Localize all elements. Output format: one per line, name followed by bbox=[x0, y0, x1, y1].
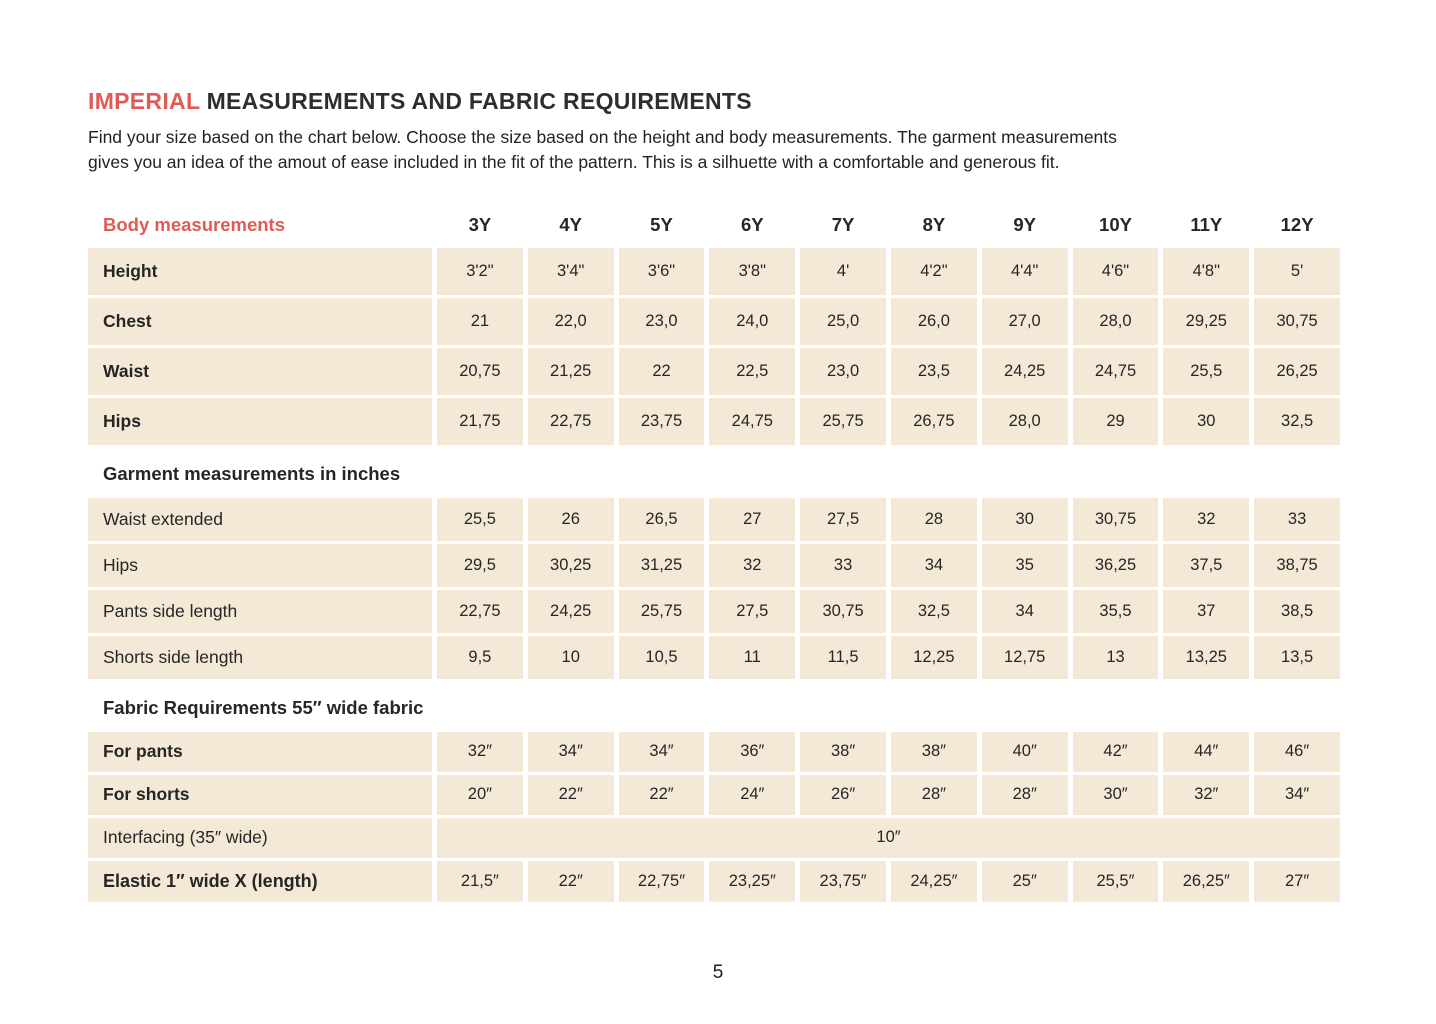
table-cell: 3'6" bbox=[619, 248, 705, 295]
table-cell: 22,75 bbox=[528, 398, 614, 445]
table-cell: 22,0 bbox=[528, 298, 614, 345]
row-label: Height bbox=[88, 248, 432, 295]
size-column-header: 8Y bbox=[922, 213, 946, 235]
table-cell: 26 bbox=[528, 498, 614, 541]
table-cell: 23,75 bbox=[619, 398, 705, 445]
row-label: Pants side length bbox=[88, 590, 432, 633]
size-column-header: 10Y bbox=[1099, 213, 1132, 235]
table-cell: 28″ bbox=[982, 775, 1068, 815]
table-cell: 24,75 bbox=[709, 398, 795, 445]
table-cell: 4'4" bbox=[982, 248, 1068, 295]
row-label: For shorts bbox=[88, 775, 432, 815]
title-rest: MEASUREMENTS AND FABRIC REQUIREMENTS bbox=[199, 88, 752, 114]
table-cell: 34″ bbox=[619, 732, 705, 772]
table-cell: 24,0 bbox=[709, 298, 795, 345]
page-number: 5 bbox=[712, 962, 724, 983]
table-cell: 13 bbox=[1073, 636, 1159, 679]
table-cell: 20″ bbox=[437, 775, 523, 815]
table-cell: 9,5 bbox=[437, 636, 523, 679]
table-cell: 10 bbox=[528, 636, 614, 679]
table-cell: 26,5 bbox=[619, 498, 705, 541]
table-cell: 33 bbox=[800, 544, 886, 587]
size-column-header: 9Y bbox=[1013, 213, 1037, 235]
table-cell: 28 bbox=[891, 498, 977, 541]
table-cell: 28″ bbox=[891, 775, 977, 815]
table-row bbox=[88, 590, 1340, 633]
table-cell: 38″ bbox=[800, 732, 886, 772]
table-cell: 4'8" bbox=[1163, 248, 1249, 295]
table-cell: 46″ bbox=[1254, 732, 1340, 772]
table-cell: 22 bbox=[619, 348, 705, 395]
table-cell: 21,75 bbox=[437, 398, 523, 445]
table-cell: 32″ bbox=[1163, 775, 1249, 815]
table-row bbox=[88, 348, 1340, 395]
intro-text bbox=[88, 125, 1340, 176]
table-cell: 29,25 bbox=[1163, 298, 1249, 345]
table-cell: 13,5 bbox=[1254, 636, 1340, 679]
table-cell: 25″ bbox=[982, 861, 1068, 902]
table-cell: 30″ bbox=[1073, 775, 1159, 815]
table-cell: 23,25″ bbox=[709, 861, 795, 902]
intro-line-2: gives you an idea of the amout of ease included in the fit of the pattern. This is a silhuette with a comfortable and generous fit. bbox=[88, 152, 1060, 173]
table-cell: 38,75 bbox=[1254, 544, 1340, 587]
table-cell: 26,0 bbox=[891, 298, 977, 345]
page-title bbox=[88, 88, 1340, 115]
table-header-row bbox=[88, 208, 1340, 242]
table-cell: 27,0 bbox=[982, 298, 1068, 345]
size-chart-table bbox=[88, 208, 1340, 902]
table-cell: 27″ bbox=[1254, 861, 1340, 902]
table-cell: 26,25 bbox=[1254, 348, 1340, 395]
table-cell: 36″ bbox=[709, 732, 795, 772]
title-accent: IMPERIAL bbox=[88, 88, 200, 114]
table-cell: 30,75 bbox=[800, 590, 886, 633]
table-cell: 34″ bbox=[528, 732, 614, 772]
size-column-header: 4Y bbox=[559, 213, 583, 235]
garment-section-heading: Garment measurements in inches bbox=[103, 462, 401, 484]
size-column-header: 3Y bbox=[468, 213, 492, 235]
table-cell: 34 bbox=[891, 544, 977, 587]
table-cell: 3'4" bbox=[528, 248, 614, 295]
row-label: Interfacing (35″ wide) bbox=[88, 818, 432, 858]
table-cell: 27,5 bbox=[709, 590, 795, 633]
table-cell: 21 bbox=[437, 298, 523, 345]
table-cell: 21,5″ bbox=[437, 861, 523, 902]
table-cell: 30,25 bbox=[528, 544, 614, 587]
table-row bbox=[88, 298, 1340, 345]
table-cell: 27,5 bbox=[800, 498, 886, 541]
table-row bbox=[88, 498, 1340, 541]
table-cell: 12,25 bbox=[891, 636, 977, 679]
table-cell: 21,25 bbox=[528, 348, 614, 395]
table-cell: 25,5 bbox=[437, 498, 523, 541]
table-cell: 22″ bbox=[528, 775, 614, 815]
table-cell: 22,75″ bbox=[619, 861, 705, 902]
table-cell: 24,25″ bbox=[891, 861, 977, 902]
table-cell: 22,5 bbox=[709, 348, 795, 395]
table-cell: 36,25 bbox=[1073, 544, 1159, 587]
table-cell: 22″ bbox=[619, 775, 705, 815]
row-label: For pants bbox=[88, 732, 432, 772]
size-column-header: 6Y bbox=[740, 213, 764, 235]
table-cell: 12,75 bbox=[982, 636, 1068, 679]
table-cell: 35,5 bbox=[1073, 590, 1159, 633]
table-cell: 40″ bbox=[982, 732, 1068, 772]
size-column-header: 11Y bbox=[1190, 213, 1223, 235]
intro-line-1: Find your size based on the chart below. Choose the size based on the height and body measurements. The garment measurements bbox=[88, 127, 1117, 147]
table-cell: 34 bbox=[982, 590, 1068, 633]
table-row bbox=[88, 818, 1340, 858]
row-label: Waist extended bbox=[88, 498, 432, 541]
table-row bbox=[88, 636, 1340, 679]
row-label: Chest bbox=[88, 298, 432, 345]
fabric-section-heading: Fabric Requirements 55″ wide fabric bbox=[103, 696, 424, 718]
table-cell: 22″ bbox=[528, 861, 614, 902]
table-row bbox=[88, 861, 1340, 902]
table-cell: 25,5 bbox=[1163, 348, 1249, 395]
table-cell: 3'8" bbox=[709, 248, 795, 295]
table-cell: 33 bbox=[1254, 498, 1340, 541]
size-column-header: 5Y bbox=[650, 213, 673, 235]
table-cell: 23,0 bbox=[800, 348, 886, 395]
table-cell: 13,25 bbox=[1163, 636, 1249, 679]
table-cell: 30 bbox=[982, 498, 1068, 541]
table-cell: 29,5 bbox=[437, 544, 523, 587]
table-cell: 4' bbox=[800, 248, 886, 295]
table-cell: 5' bbox=[1254, 248, 1340, 295]
table-cell: 38,5 bbox=[1254, 590, 1340, 633]
table-cell: 23,5 bbox=[891, 348, 977, 395]
interfacing-merged-cell: 10″ bbox=[437, 818, 1340, 858]
row-label: Hips bbox=[88, 544, 432, 587]
table-cell: 29 bbox=[1073, 398, 1159, 445]
table-row bbox=[88, 732, 1340, 772]
table-cell: 37,5 bbox=[1163, 544, 1249, 587]
table-cell: 30,75 bbox=[1073, 498, 1159, 541]
table-cell: 28,0 bbox=[1073, 298, 1159, 345]
table-cell: 4'2" bbox=[891, 248, 977, 295]
table-cell: 32″ bbox=[437, 732, 523, 772]
table-cell: 10,5 bbox=[619, 636, 705, 679]
table-cell: 30 bbox=[1163, 398, 1249, 445]
table-cell: 25,5″ bbox=[1073, 861, 1159, 902]
table-cell: 42″ bbox=[1073, 732, 1159, 772]
table-cell: 34″ bbox=[1254, 775, 1340, 815]
table-cell: 22,75 bbox=[437, 590, 523, 633]
table-cell: 32 bbox=[709, 544, 795, 587]
size-column-header: 12Y bbox=[1280, 213, 1314, 235]
table-cell: 26,25″ bbox=[1163, 861, 1249, 902]
body-measurements-header: Body measurements bbox=[103, 213, 285, 235]
table-cell: 35 bbox=[982, 544, 1068, 587]
table-cell: 30,75 bbox=[1254, 298, 1340, 345]
table-cell: 4'6" bbox=[1073, 248, 1159, 295]
table-cell: 11 bbox=[709, 636, 795, 679]
table-cell: 38″ bbox=[891, 732, 977, 772]
table-row bbox=[88, 248, 1340, 295]
table-cell: 44″ bbox=[1163, 732, 1249, 772]
table-cell: 23,75″ bbox=[800, 861, 886, 902]
table-cell: 24,25 bbox=[982, 348, 1068, 395]
table-row bbox=[88, 398, 1340, 445]
table-cell: 23,0 bbox=[619, 298, 705, 345]
table-cell: 25,0 bbox=[800, 298, 886, 345]
table-row bbox=[88, 544, 1340, 587]
table-cell: 27 bbox=[709, 498, 795, 541]
table-cell: 37 bbox=[1163, 590, 1249, 633]
table-cell: 28,0 bbox=[982, 398, 1068, 445]
table-cell: 24,75 bbox=[1073, 348, 1159, 395]
row-label: Hips bbox=[88, 398, 432, 445]
table-row bbox=[88, 775, 1340, 815]
table-cell: 32,5 bbox=[891, 590, 977, 633]
size-column-header: 7Y bbox=[831, 213, 855, 235]
table-cell: 25,75 bbox=[619, 590, 705, 633]
table-cell: 31,25 bbox=[619, 544, 705, 587]
row-label: Waist bbox=[88, 348, 432, 395]
row-label: Shorts side length bbox=[88, 636, 432, 679]
table-cell: 24,25 bbox=[528, 590, 614, 633]
table-cell: 25,75 bbox=[800, 398, 886, 445]
table-cell: 32 bbox=[1163, 498, 1249, 541]
table-cell: 20,75 bbox=[437, 348, 523, 395]
table-cell: 3'2" bbox=[437, 248, 523, 295]
table-cell: 24″ bbox=[709, 775, 795, 815]
table-cell: 11,5 bbox=[800, 636, 886, 679]
row-label: Elastic 1″ wide X (length) bbox=[88, 861, 432, 902]
table-cell: 26″ bbox=[800, 775, 886, 815]
table-cell: 26,75 bbox=[891, 398, 977, 445]
table-cell: 32,5 bbox=[1254, 398, 1340, 445]
